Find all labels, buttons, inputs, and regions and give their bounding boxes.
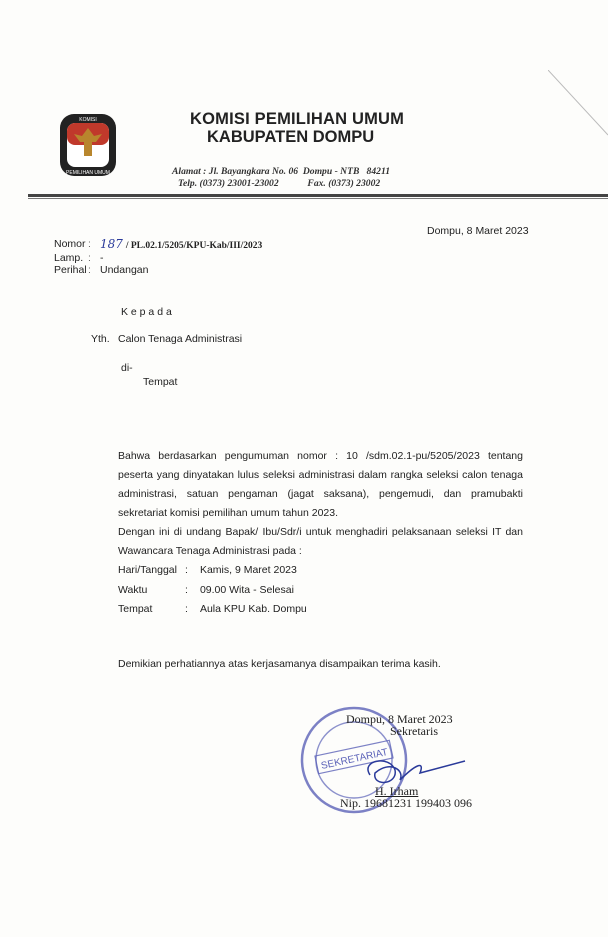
perihal-label: Perihal xyxy=(54,264,87,276)
nomor-handwritten: 187 xyxy=(100,237,123,251)
recipient-name: Calon Tenaga Administrasi xyxy=(118,333,243,345)
closing: Demikian perhatiannya atas kerjasamanya disampaikan terima kasih. xyxy=(118,658,441,670)
signatory-nip: Nip. 19681231 199403 096 xyxy=(340,796,472,810)
kpu-logo xyxy=(58,112,118,178)
yth: Yth. xyxy=(91,333,110,345)
nomor-label: Nomor xyxy=(54,238,86,250)
letter-meta: Nomor : 187 / PL.02.1/5205/KPU-Kab/III/2023 Lamp. : - Perihal : Undangan xyxy=(54,237,263,276)
schedule-row: Waktu : 09.00 Wita - Selesai xyxy=(118,583,294,596)
svg-text:SEKRETARIAT: SEKRETARIAT xyxy=(320,746,389,772)
fax: Fax. (0373) 23002 xyxy=(307,178,381,189)
schedule xyxy=(118,561,307,620)
nomor-value: / PL.02.1/5205/KPU-Kab/III/2023 xyxy=(125,241,263,251)
paragraph-2: Dengan ini di undang Bapak/ Ibu/Sdr/i untuk menghadiri pelaksanaan seleksi IT dan Wawancara Tenaga Administrasi pada : xyxy=(118,526,523,557)
address: Alamat : Jl. Bayangkara No. 06 Dompu - NTB 84211 xyxy=(172,166,391,177)
svg-text:KOMISI: KOMISI xyxy=(79,117,97,123)
perihal-value: Undangan xyxy=(100,264,149,276)
signatory-name: H. Irham xyxy=(375,784,419,798)
lamp-label: Lamp. xyxy=(54,252,84,264)
letter-date: Dompu, 8 Maret 2023 xyxy=(427,225,529,237)
scan-mark xyxy=(548,70,608,140)
kepada: K e p a d a xyxy=(121,306,172,318)
schedule-row: Tempat : Aula KPU Kab. Dompu xyxy=(118,603,307,615)
signature-date: Dompu, 8 Maret 2023 xyxy=(346,712,453,726)
letter-body xyxy=(118,447,523,620)
phone: Telp. (0373) 23001-23002 xyxy=(178,178,279,189)
org-region: KABUPATEN DOMPU xyxy=(207,128,375,146)
di: di- xyxy=(121,362,133,374)
paragraph-1: Bahwa berdasarkan pengumuman nomor : 10 /sdm.02.1-pu/5205/2023 tentang peserta yang dinyatakan lulus seleksi administrasi dalam rangka seleksi calon tenaga administrasi, satuan pengaman (jagat saksana), pengemudi, dan pramubakti sekretariat komisi pemilihan umum tahun 2023. xyxy=(118,450,523,519)
header-rule xyxy=(28,194,608,197)
header-rule-thin xyxy=(28,198,608,199)
org-name: KOMISI PEMILIHAN UMUM xyxy=(190,110,405,128)
schedule-row: Hari/Tanggal : Kamis, 9 Maret 2023 xyxy=(118,564,297,576)
svg-text:PEMILIHAN UMUM: PEMILIHAN UMUM xyxy=(66,170,110,176)
lamp-value: - xyxy=(100,252,104,264)
signature-title: Sekretaris xyxy=(390,724,438,738)
tempat: Tempat xyxy=(143,376,178,388)
address-block xyxy=(172,166,390,190)
